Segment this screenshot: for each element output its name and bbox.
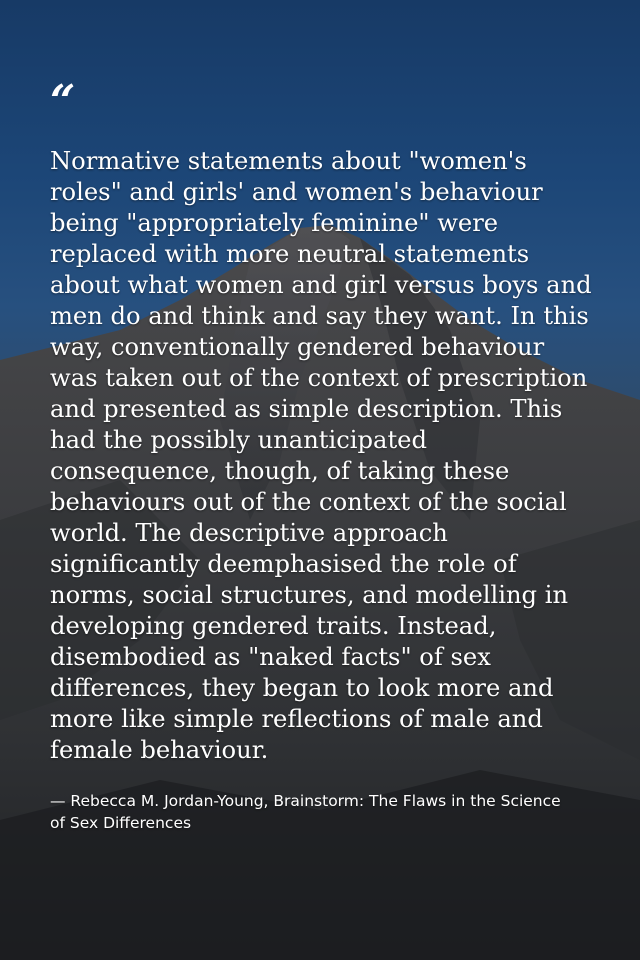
quote-text: Normative statements about "women's roles" and girls' and women's behaviour being "appropriately feminine" were replaced with more neutral statements about what women and girl versus boys and men do and think and say they want. In this way, conventionally gendered behaviour was taken out of the context of prescription and presented as simple description. This had the possibly unanticipated consequence, though, of taking these behaviours out of the context of the social world. The descriptive approach significantly deemphasised the role of norms, social structures, and modelling in developing gendered traits. Instead, disembodied as "naked facts" of sex differences, they began to look more and more like simple reflections of male and female behaviour. [50,147,592,764]
quote-card [50,76,595,834]
quote-mark-icon: “ [50,76,70,127]
quote-attribution: — Rebecca M. Jordan-Young, Brainstorm: The Flaws in the Science of Sex Differences [50,792,561,832]
